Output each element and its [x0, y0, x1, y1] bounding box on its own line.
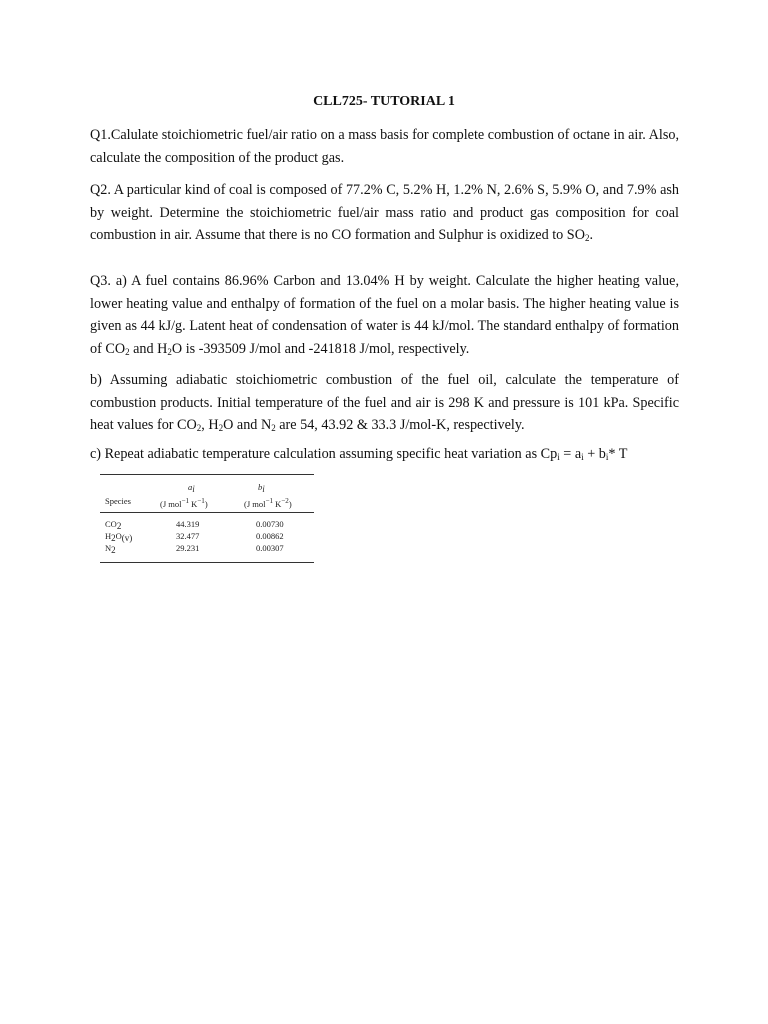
- a-value-cell: 29.231: [176, 543, 200, 553]
- subscript: 2: [196, 423, 202, 433]
- b-value-cell: 0.00730: [256, 519, 284, 529]
- page-title: CLL725- TUTORIAL 1: [313, 94, 455, 109]
- a-value-cell: 44.319: [176, 519, 200, 529]
- question-3a-text: O is -393509 J/mol and -241818 J/mol, respectively.: [171, 340, 470, 357]
- question-3c: [90, 443, 679, 466]
- table-header-rule: [100, 512, 314, 513]
- question-1: [90, 124, 679, 169]
- question-3b-text: are 54, 43.92 & 33.3 J/mol-K, respectively.: [275, 417, 525, 433]
- question-3a: [90, 270, 679, 360]
- question-3c-text: * T: [608, 446, 628, 462]
- header-species: Species: [105, 496, 131, 506]
- species-cell: $N_2$: [105, 543, 116, 555]
- subscript: i: [605, 452, 609, 462]
- header-a-unit: (J mol$^{-1}$ $K^{-1}$): [160, 497, 208, 509]
- header-b-symbol: $b_i$: [258, 482, 265, 494]
- question-3c-text: = a: [559, 446, 582, 462]
- subscript: i: [581, 452, 584, 462]
- subscript: 2: [125, 346, 130, 357]
- question-3c-text: + b: [583, 446, 606, 462]
- question-3c-text: c) Repeat adiabatic temperature calculation assuming specific heat variation as Cp: [90, 446, 558, 462]
- subscript: 2: [218, 423, 224, 433]
- question-3b-text: b) Assuming adiabatic stoichiometric combustion of the fuel oil, calculate the temperature of combustion products. Initial temperature of the fuel and air is 298 K and pressure is 101 kPa. Specific heat values for CO: [90, 372, 679, 433]
- table-row: [100, 519, 314, 530]
- specific-heat-table: [100, 474, 314, 564]
- question-1-text: Q1.Calulate stoichiometric fuel/air ratio on a mass basis for complete combustion of octane in air. Also, calculate the composition of the product gas.: [90, 127, 679, 166]
- species-cell: $CO_2$: [105, 519, 122, 531]
- question-3b: [90, 369, 679, 437]
- question-2-text-end: .: [589, 227, 593, 243]
- subscript: i: [557, 452, 560, 462]
- subscript: 2: [167, 346, 172, 357]
- table-top-rule: [100, 474, 314, 475]
- question-2-text: Q2. A particular kind of coal is composed of 77.2% C, 5.2% H, 1.2% N, 2.6% S, 5.9% O, and 7.9% ash by weight. Determine the stoichiometric fuel/air mass ratio and product gas composition for coal combustion in air. Assume that there is no CO formation and Sulphur is oxidized to SO: [90, 182, 679, 243]
- question-3a-text: Q3. a) A fuel contains 86.96% Carbon and 13.04% H by weight. Calculate the higher heating value, lower heating value and enthalpy of formation of the fuel on a molar basis. The higher heating value is given as 44 kJ/g. Latent heat of condensation of water is 44 kJ/mol. The standard enthalpy of formation of CO: [90, 273, 679, 357]
- header-b-unit: (J mol$^{-1}$ $K^{-2}$): [244, 497, 292, 509]
- table-row: [100, 531, 314, 542]
- a-value-cell: 32.477: [176, 531, 200, 541]
- question-3b-text: , H: [201, 417, 219, 433]
- b-value-cell: 0.00862: [256, 531, 284, 541]
- species-cell: $H_2O_{(v)}$: [105, 531, 133, 543]
- table-row: [100, 543, 314, 554]
- header-a-symbol: $a_i$: [188, 482, 195, 494]
- b-value-cell: 0.00307: [256, 543, 284, 553]
- table-bottom-rule: [100, 562, 314, 563]
- question-3b-text: O and N: [223, 417, 272, 433]
- subscript: 2: [584, 233, 590, 243]
- subscript: 2: [271, 423, 276, 433]
- question-3a-text: and H: [129, 340, 168, 357]
- question-2: [90, 179, 679, 247]
